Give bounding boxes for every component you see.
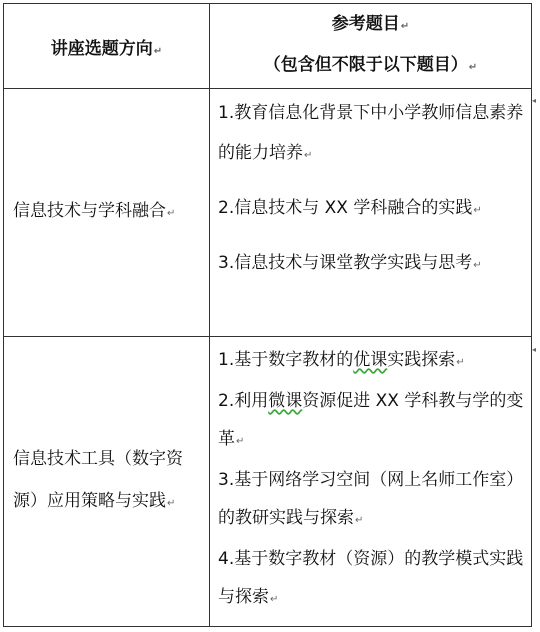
paragraph-mark: ↵ <box>153 45 163 57</box>
topic-item: 1.基于数字教材的优课实践探索↵ <box>218 350 465 370</box>
table-row <box>4 337 532 627</box>
cell-end-mark: ◂ <box>532 96 537 105</box>
paragraph-mark: ↵ <box>456 357 465 368</box>
header-topics-note: （包含但不限于以下题目） <box>263 55 468 75</box>
spellcheck-flag: 微课 <box>268 391 303 411</box>
direction-text: 信息技术与学科融合 <box>13 201 166 221</box>
topic-item: 3.信息技术与课堂教学实践与思考↵ <box>218 253 482 273</box>
paragraph-mark: ↵ <box>473 260 482 271</box>
topic-item: 2.信息技术与 XX 学科融合的实践↵ <box>218 198 482 218</box>
direction-cell <box>4 89 210 337</box>
paragraph-mark: ↵ <box>473 205 482 216</box>
topic-item: 2.利用微课资源促进 XX 学科教与学的变革↵ <box>218 391 524 449</box>
paragraph-mark: ↵ <box>400 21 410 32</box>
paragraph-mark: ↵ <box>468 62 478 73</box>
topic-item: 1.教育信息化背景下中小学教师信息素养的能力培养↵ <box>218 103 524 163</box>
header-direction <box>4 4 210 89</box>
paragraph-mark: ↵ <box>167 498 176 509</box>
paragraph-mark: ↵ <box>355 515 364 526</box>
table-header-row <box>4 4 532 89</box>
direction-text: 信息技术工具（数字资源）应用策略与实践 <box>13 449 183 511</box>
direction-cell <box>4 337 210 627</box>
topic-item: 3.基于网络学习空间（网上名师工作室）的教研实践与探索↵ <box>218 470 524 528</box>
cell-end-mark: ◂ <box>532 345 537 354</box>
header-direction-label: 讲座选题方向 <box>50 38 153 59</box>
header-topics <box>210 4 532 89</box>
paragraph-mark: ↵ <box>270 594 279 605</box>
topics-cell <box>210 337 532 627</box>
topics-cell <box>210 89 532 337</box>
table-row <box>4 89 532 337</box>
paragraph-mark: ↵ <box>304 150 313 161</box>
spellcheck-flag: 优课 <box>353 350 388 370</box>
header-topics-label: 参考题目 <box>331 14 400 34</box>
topic-item: 4.基于数字教材（资源）的教学模式实践与探索↵ <box>218 549 524 607</box>
paragraph-mark: ↵ <box>236 436 245 447</box>
topics-table <box>3 3 532 627</box>
paragraph-mark: ↵ <box>167 208 176 219</box>
